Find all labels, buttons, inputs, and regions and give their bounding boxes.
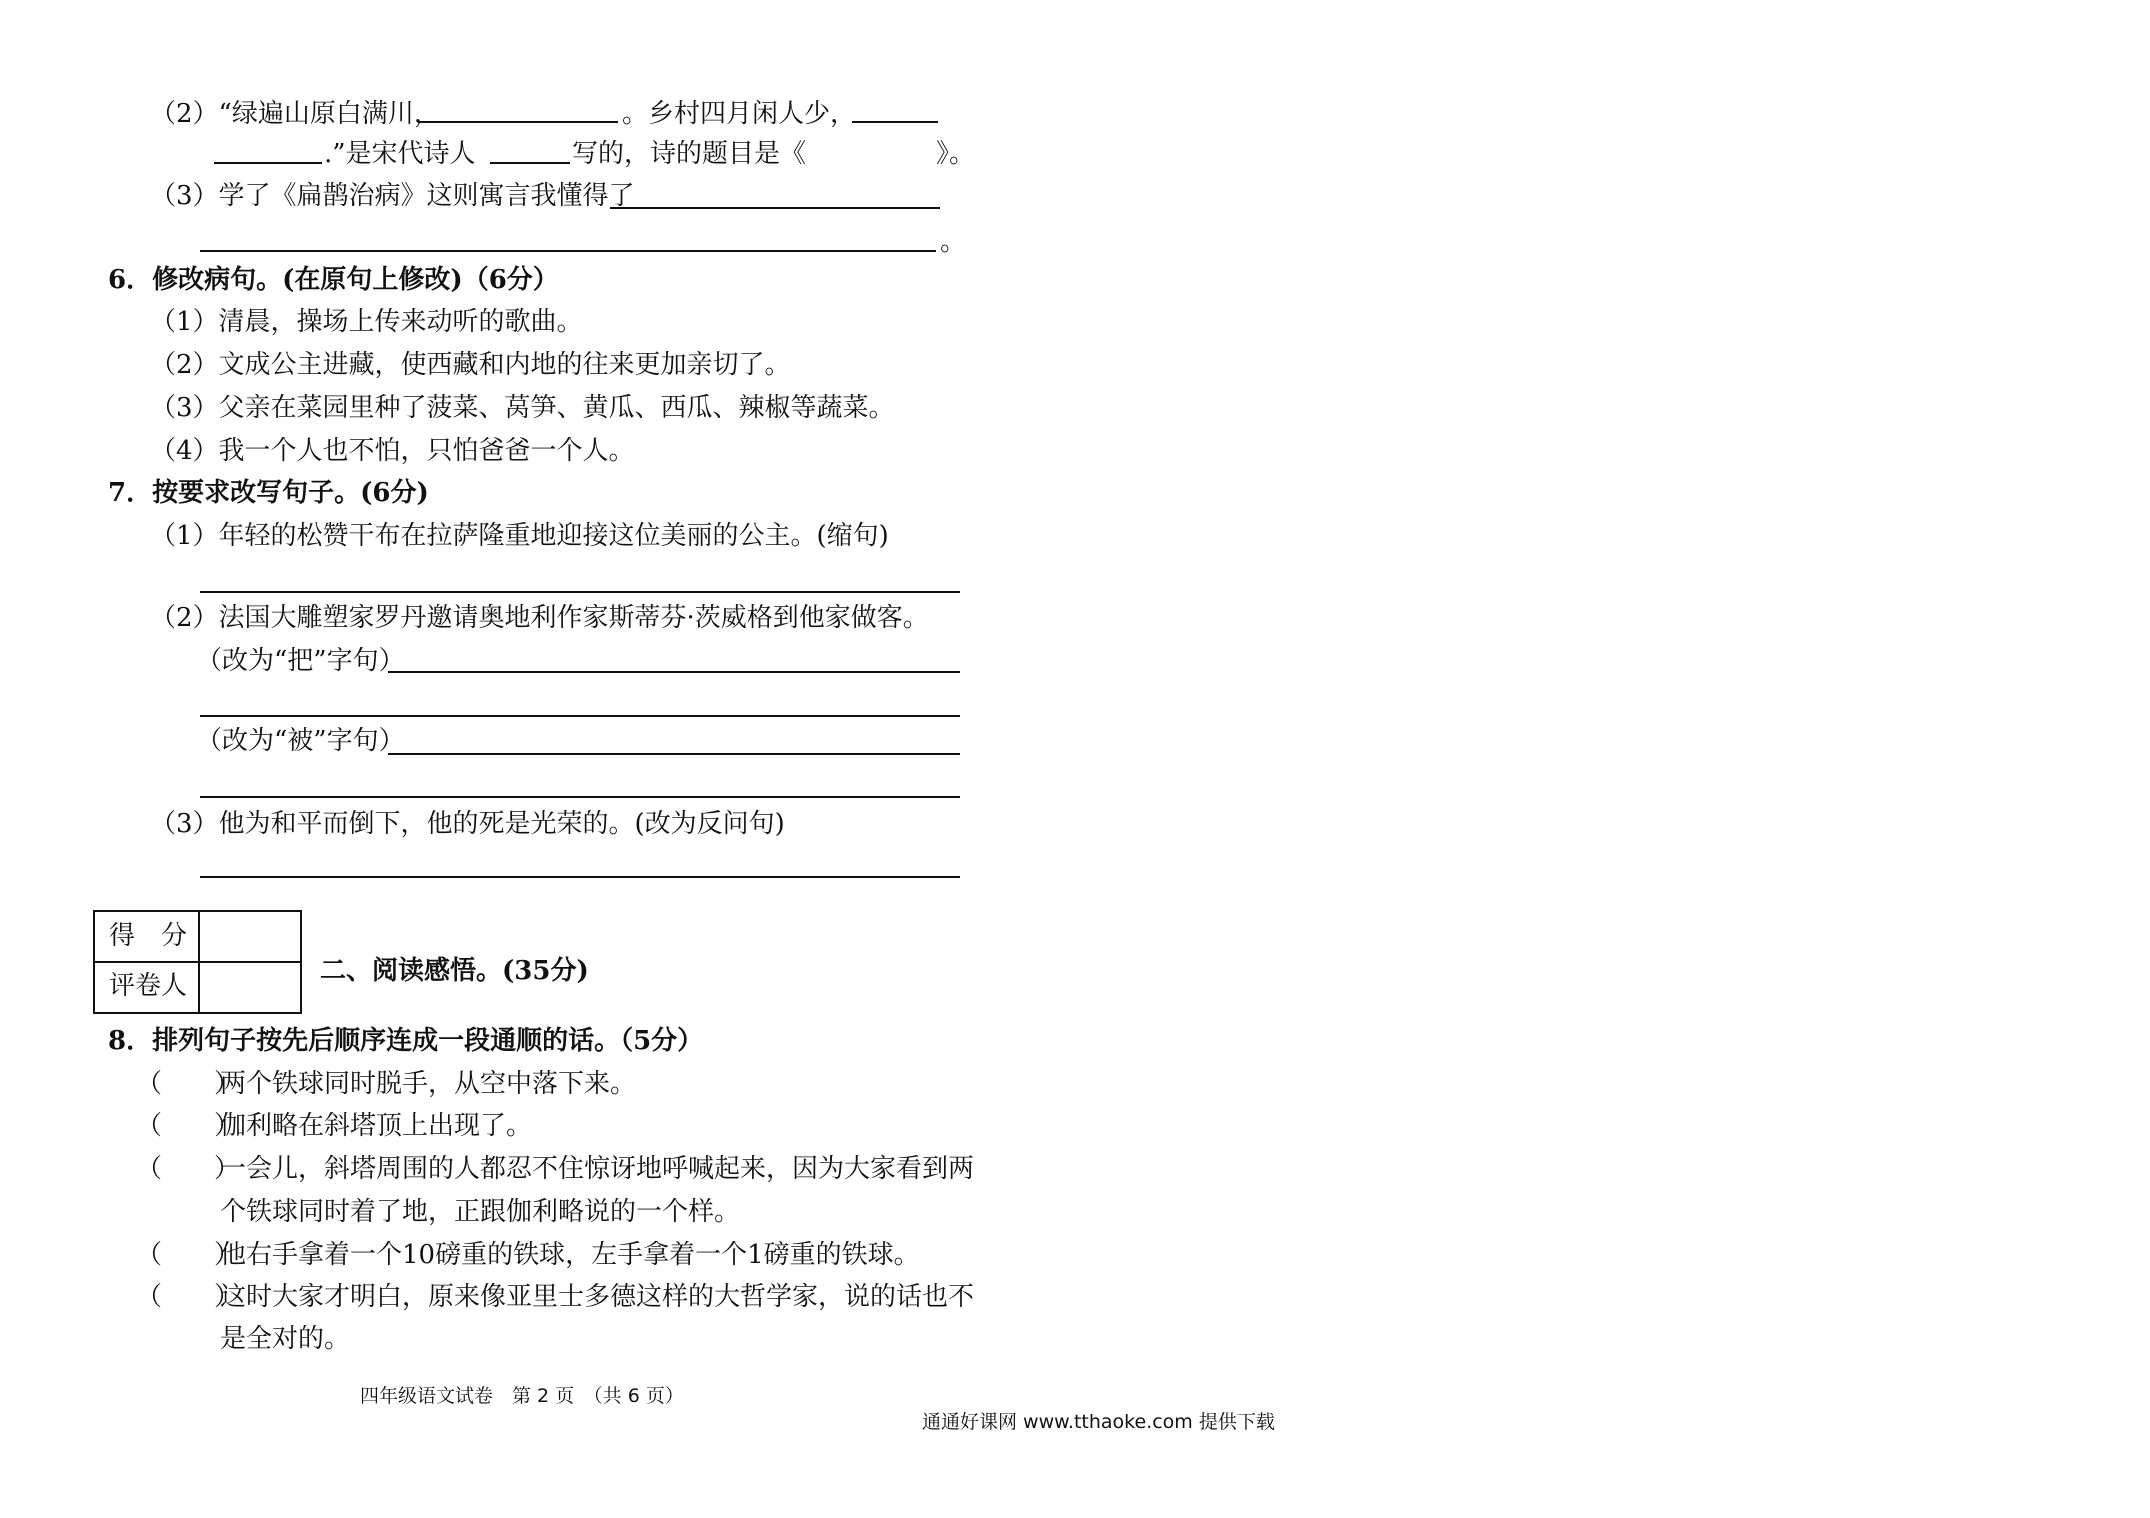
- q5-item2-line2-b: 写的，诗的题目是《: [572, 139, 807, 169]
- q6-item-1: （1）清晨，操场上传来动听的歌曲。: [150, 307, 583, 337]
- q8-item-3: 一会儿，斜塔周围的人都忍不住惊讶地呼喊起来，因为大家看到两: [220, 1154, 975, 1184]
- grader-label: 评卷人: [109, 971, 188, 1001]
- q8-item-1: 两个铁球同时脱手，从空中落下来。: [220, 1069, 637, 1099]
- q7-item-3: （3）他为和平而倒下，他的死是光荣的。(改为反问句): [150, 809, 785, 839]
- q8-paren-1[interactable]: （ ）: [136, 1069, 241, 1099]
- q8-item-5: 这时大家才明白，原来像亚里士多德这样的大哲学家，说的话也不: [220, 1282, 975, 1312]
- q8-paren-5[interactable]: （ ）: [136, 1282, 241, 1312]
- q8-paren-3[interactable]: （ ）: [136, 1154, 241, 1184]
- page-number-footer: 四年级语文试卷 第 2 页 （共 6 页）: [360, 1385, 684, 1407]
- q7-item-2-ba-label: （改为“把”字句）: [196, 646, 405, 676]
- q7-item-2-bei-label: （改为“被”字句）: [196, 726, 405, 756]
- q7-item-1: （1）年轻的松赞干布在拉萨隆重地迎接这位美丽的公主。(缩句): [150, 521, 889, 551]
- q5-item2-line1-a: （2）“绿遍山原白满川，: [150, 99, 440, 129]
- answer-line[interactable]: [200, 715, 960, 717]
- q8-paren-2[interactable]: （ ）: [136, 1111, 241, 1141]
- score-label: 得 分: [109, 921, 188, 951]
- q8-item-3-cont: 个铁球同时着了地，正跟伽利略说的一个样。: [220, 1197, 741, 1227]
- q5-item2-line2-c: 》。: [936, 139, 976, 169]
- q5-item2-line1-b: 。乡村四月闲人少，: [622, 99, 857, 129]
- table-divider: [198, 912, 200, 1012]
- q8-title: 8．排列句子按先后顺序连成一段通顺的话。（5分）: [108, 1026, 704, 1056]
- answer-blank[interactable]: [418, 121, 618, 123]
- source-footer: 通通好课网 www.tthaoke.com 提供下载: [922, 1411, 1275, 1433]
- q5-item3-line1: （3）学了《扁鹊治病》这则寓言我懂得了: [150, 181, 635, 211]
- score-table: [93, 910, 302, 1014]
- answer-blank[interactable]: [852, 121, 938, 123]
- answer-blank[interactable]: [214, 162, 322, 164]
- answer-blank[interactable]: [490, 162, 570, 164]
- q8-item-5-cont: 是全对的。: [220, 1324, 351, 1354]
- answer-line[interactable]: [388, 671, 960, 673]
- answer-line[interactable]: [388, 753, 960, 755]
- q6-title: 6．修改病句。(在原句上修改)（6分）: [108, 265, 559, 295]
- q6-item-4: （4）我一个人也不怕，只怕爸爸一个人。: [150, 436, 635, 466]
- section2-title: 二、阅读感悟。(35分): [320, 956, 589, 986]
- answer-line[interactable]: [200, 250, 936, 252]
- answer-line[interactable]: [200, 876, 960, 878]
- q8-paren-4[interactable]: （ ）: [136, 1240, 241, 1270]
- q7-item-2: （2）法国大雕塑家罗丹邀请奥地利作家斯蒂芬·茨威格到他家做客。: [150, 603, 929, 633]
- q6-item-3: （3）父亲在菜园里种了菠菜、莴笋、黄瓜、西瓜、辣椒等蔬菜。: [150, 393, 895, 423]
- q7-title: 7．按要求改写句子。(6分): [108, 478, 429, 508]
- q8-item-4: 他右手拿着一个10磅重的铁球，左手拿着一个1磅重的铁球。: [220, 1240, 920, 1270]
- q5-item2-line2-a: .”是宋代诗人: [324, 139, 476, 169]
- answer-line[interactable]: [200, 591, 960, 593]
- answer-line[interactable]: [200, 796, 960, 798]
- q5-item3-end: 。: [940, 227, 967, 257]
- answer-blank[interactable]: [610, 207, 940, 209]
- q6-item-2: （2）文成公主进藏，使西藏和内地的往来更加亲切了。: [150, 350, 791, 380]
- q8-item-2: 伽利略在斜塔顶上出现了。: [220, 1111, 533, 1141]
